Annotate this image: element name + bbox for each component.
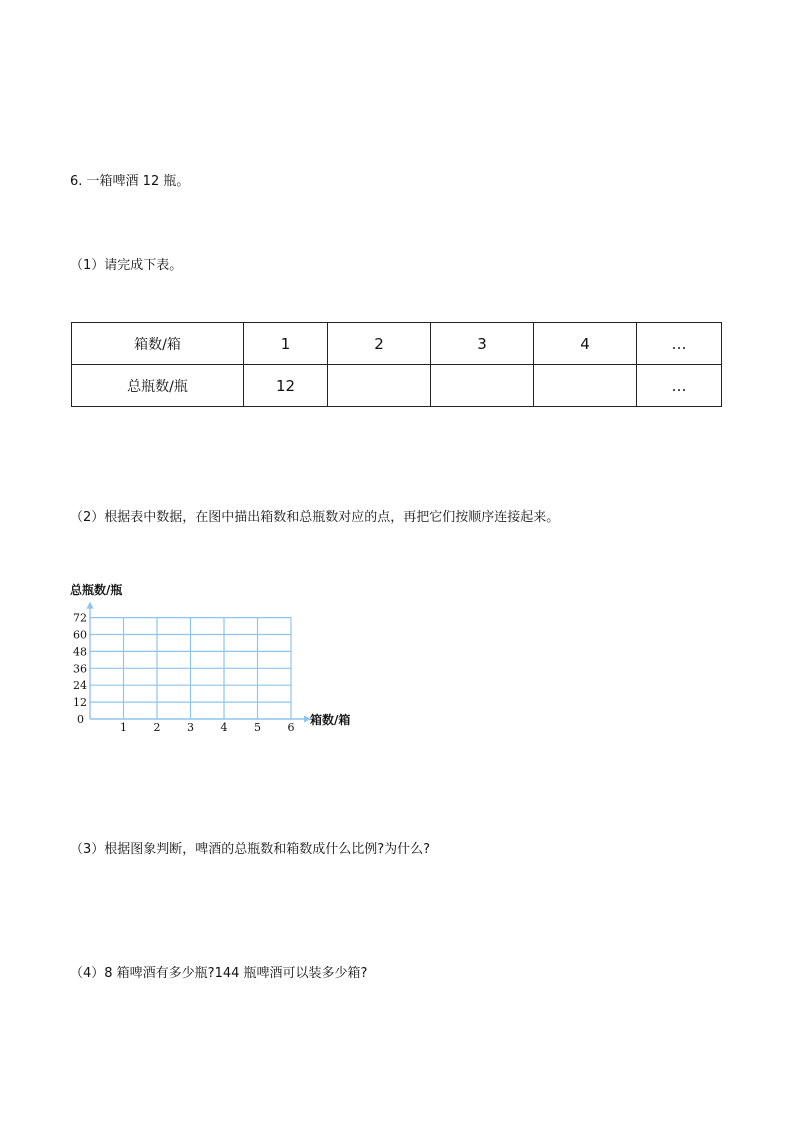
x-tick-label: 6 [287,721,295,734]
y-tick-label: 36 [73,662,87,676]
y-tick-label: 24 [73,679,87,693]
part-2-prompt: （2）根据表中数据，在图中描出箱数和总瓶数对应的点，再把它们按顺序连接起来。 [70,510,560,525]
x-tick-label: 4 [220,721,228,734]
grid [90,618,291,719]
table-cell: … [637,365,722,407]
table-cell: 总瓶数/瓶 [72,365,244,407]
table-cell: 1 [244,323,328,365]
data-table [71,322,722,407]
table-cell: … [637,323,722,365]
coordinate-grid [70,578,370,738]
x-axis-label: 箱数/箱 [310,713,351,727]
y-tick-label: 72 [73,611,87,625]
origin-label: 0 [77,713,84,726]
answer-cell[interactable] [328,365,431,407]
x-tick-label: 1 [120,721,127,734]
part-3-prompt: （3）根据图象判断，啤酒的总瓶数和箱数成什么比例?为什么? [70,842,431,857]
x-tick-label: 2 [153,721,161,734]
table-row-boxes [72,323,722,365]
answer-cell[interactable] [431,365,534,407]
x-tick-label: 5 [254,721,261,734]
part-1-prompt: （1）请完成下表。 [70,258,183,273]
table-cell: 4 [534,323,637,365]
answer-cell[interactable] [534,365,637,407]
y-tick-label: 60 [73,628,87,642]
x-tick-label: 3 [187,721,194,734]
tick-labels [73,612,295,734]
y-axis-arrow-icon [87,602,94,609]
table-cell: 12 [244,365,328,407]
axes [87,602,312,723]
question-title: 6. 一箱啤酒 12 瓶。 [70,174,190,189]
y-axis-label: 总瓶数/瓶 [70,583,123,597]
part-4-prompt: （4）8 箱啤酒有多少瓶?144 瓶啤酒可以装多少箱? [70,966,368,981]
y-tick-label: 12 [73,696,87,710]
table-cell: 3 [431,323,534,365]
table-cell: 2 [328,323,431,365]
y-tick-label: 48 [73,645,87,659]
table-cell: 箱数/箱 [72,323,244,365]
table-row-bottles [72,365,722,407]
